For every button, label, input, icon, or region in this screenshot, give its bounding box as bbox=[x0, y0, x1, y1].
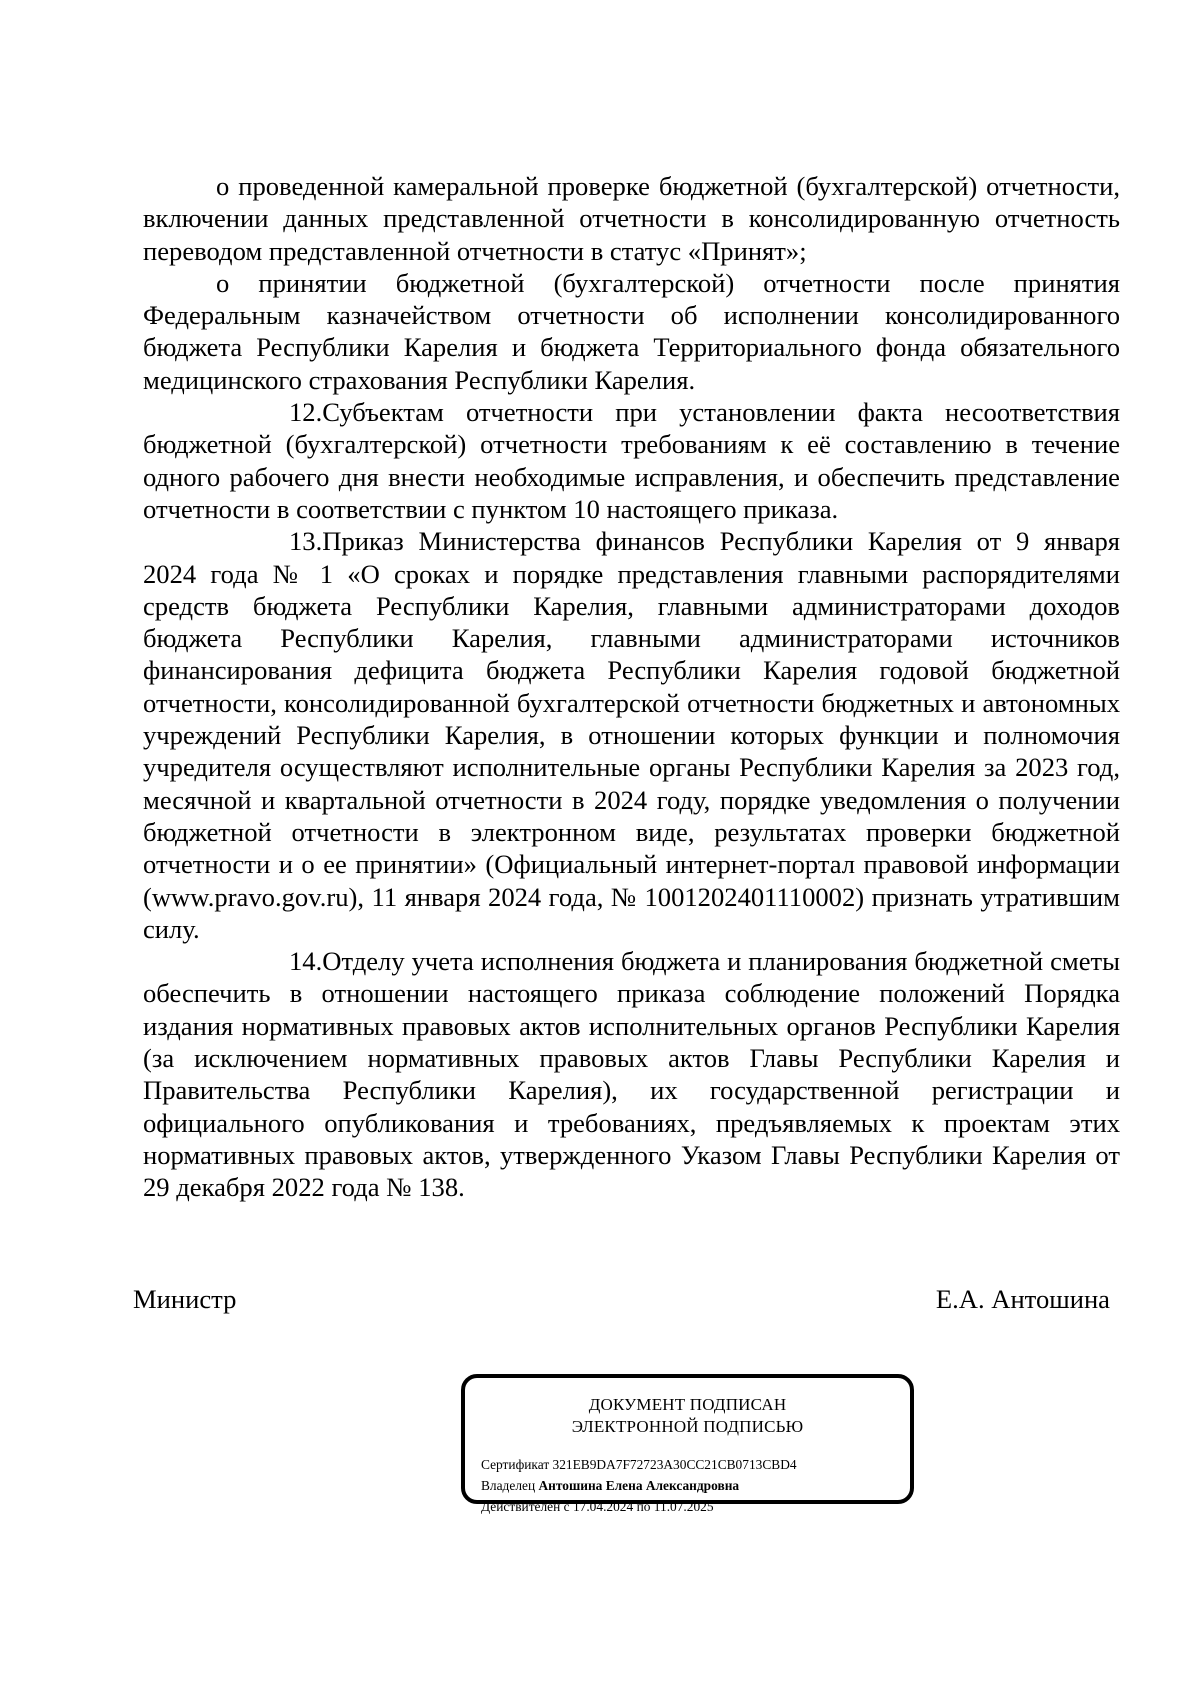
stamp-heading-line: ЭЛЕКТРОННОЙ ПОДПИСЬЮ bbox=[571, 1417, 804, 1436]
paragraph-text: о принятии бюджетной (бухгалтерской) отчетности после принятия Федеральным казначейством отчетности об исполнении консолидированного бюджета Республики Карелия и бюджета Территориального фонда обязательного медицинского страхования Республики Карелия. bbox=[143, 267, 1120, 395]
valid-to: 11.07.2025 bbox=[653, 1499, 714, 1514]
paragraph-item-14 bbox=[143, 945, 1120, 1203]
paragraph-text: Приказ Министерства финансов Республики Карелия от 9 января 2024 года № 1 «О сроках и порядке представления главными распорядителями средств бюджета Республики Карелия, главными администраторами доходов бюджета Республики Карелия, главными администраторами источников финансирования дефицита бюджета Республики Карелия годовой бюджетной отчетности, консолидированной бухгалтерской отчетности бюджетных и автономных учреждений Республики Карелия, в отношении которых функции и полномочия учредителя осуществляют исполнительные органы Республики Карелия за 2023 год, месячной и квартальной отчетности в 2024 году, порядке уведомления о получении бюджетной отчетности в электронном виде, результатах проверки бюджетной отчетности и о ее принятии» (Официальный интернет-портал правовой информации (www.pravo.gov.ru), 11 января 2024 года, № 1001202401110002) признать утратившим силу. bbox=[143, 526, 1120, 944]
certificate-label: Сертификат bbox=[481, 1457, 550, 1472]
electronic-signature-stamp bbox=[461, 1374, 914, 1514]
stamp-validity-row bbox=[481, 1496, 797, 1517]
item-number: 13. bbox=[289, 526, 323, 557]
stamp-owner-row bbox=[481, 1475, 797, 1496]
paragraph-item-12 bbox=[143, 396, 1120, 525]
stamp-details bbox=[481, 1454, 797, 1517]
paragraph-text: Отделу учета исполнения бюджета и планирования бюджетной сметы обеспечить в отношении настоящего приказа соблюдение положений Порядка издания нормативных правовых актов исполнительных органов Республики Карелия (за исключением нормативных правовых актов Главы Республики Карелия и Правительства Республики Карелия), их государственной регистрации и официального опубликования и требованиях, предъявляемых к проектам этих нормативных правовых актов, утвержденного Указом Главы Республики Карелия от 29 декабря 2022 года № 138. bbox=[143, 946, 1120, 1203]
valid-from: 17.04.2024 bbox=[572, 1499, 634, 1514]
paragraph-text: о проведенной камеральной проверке бюджетной (бухгалтерской) отчетности, включении данных представленной отчетности в консолидированную отчетность переводом представленной отчетности в статус «Принят»; bbox=[143, 171, 1120, 266]
owner-label: Владелец bbox=[481, 1478, 536, 1493]
stamp-certificate-row bbox=[481, 1454, 797, 1475]
stamp-heading-line: ДОКУМЕНТ ПОДПИСАН bbox=[588, 1395, 787, 1414]
signer-name: Е.А. Антошина bbox=[935, 1284, 1110, 1314]
stamp-heading bbox=[465, 1394, 910, 1438]
paragraph-item-13 bbox=[143, 525, 1120, 945]
paragraph-reporting-acceptance bbox=[143, 267, 1120, 396]
owner-value: Антошина Елена Александровна bbox=[538, 1478, 740, 1493]
paragraph-text: Субъектам отчетности при установлении факта несоответствия бюджетной (бухгалтерской) отчетности требованиям к её составлению в течение одного рабочего дня внести необходимые исправления, и обеспечить представление отчетности в соответствии с пунктом 10 настоящего приказа. bbox=[143, 397, 1120, 524]
certificate-value: 321EB9DA7F72723A30CC21CB0713CBD4 bbox=[552, 1457, 797, 1472]
valid-to-label: по bbox=[636, 1499, 651, 1514]
paragraph-reporting-check bbox=[143, 170, 1120, 267]
document-body bbox=[143, 170, 1120, 1204]
valid-label: Действителен с bbox=[481, 1499, 570, 1514]
item-number: 14. bbox=[289, 946, 323, 977]
signer-title: Министр bbox=[133, 1284, 237, 1314]
item-number: 12. bbox=[289, 397, 323, 428]
